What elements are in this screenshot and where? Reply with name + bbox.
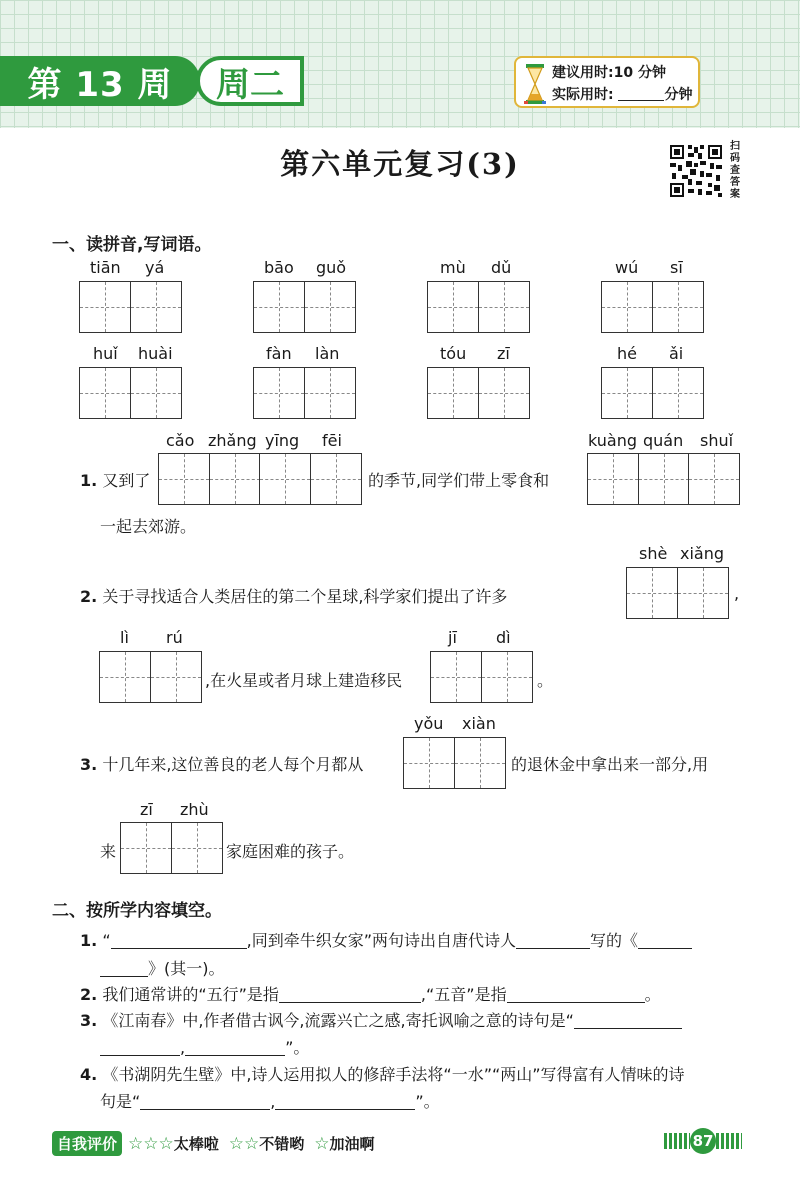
pinyin: làn [315, 344, 340, 363]
question-text: 《书湖阴先生壁》中,诗人运用拟人的修辞手法将“一水”“两山”写得富有人情味的诗 [102, 1065, 685, 1084]
writing-grid[interactable] [99, 651, 202, 703]
star-icon[interactable]: ☆ [228, 1133, 245, 1154]
fill-line-4b [100, 1089, 440, 1112]
grid-cell[interactable] [626, 567, 678, 619]
question-text: 来 [100, 842, 117, 861]
pinyin: hé [617, 344, 637, 363]
actual-time-label: 实际用时: [552, 87, 614, 103]
page-title: 第六单元复习(3) [280, 147, 520, 181]
answer-blank[interactable] [279, 987, 421, 1003]
question-text: ”。 [285, 1038, 310, 1057]
rating-great: 太棒啦 [173, 1135, 219, 1153]
grid-cell[interactable] [478, 367, 530, 419]
grid-cell[interactable] [478, 281, 530, 333]
writing-grid[interactable] [601, 281, 704, 333]
writing-grid[interactable] [430, 651, 533, 703]
answer-blank[interactable] [140, 1094, 270, 1110]
page-number: 87 [690, 1128, 716, 1154]
question-number: 1. [80, 931, 98, 950]
answer-blank[interactable] [111, 933, 247, 949]
grid-cell[interactable] [259, 453, 311, 505]
answer-blank[interactable] [638, 933, 692, 949]
pinyin: dì [496, 628, 511, 647]
question-number: 3. [80, 1011, 98, 1030]
grid-cell[interactable] [403, 737, 455, 789]
question-number: 1. [80, 471, 98, 490]
self-eval-label: 自我评价 [52, 1131, 122, 1156]
question-text: , [270, 1092, 276, 1111]
pinyin: zhǎng [208, 431, 257, 450]
answer-blank[interactable] [516, 933, 590, 949]
star-icon[interactable]: ☆ [314, 1133, 330, 1154]
fill-line-2 [80, 982, 661, 1005]
grid-cell[interactable] [310, 453, 362, 505]
grid-cell[interactable] [601, 281, 653, 333]
pinyin: sī [670, 258, 683, 277]
pinyin: guǒ [316, 258, 347, 277]
grid-cell[interactable] [601, 367, 653, 419]
pinyin: zī [497, 344, 510, 363]
star-icon[interactable]: ☆ [143, 1133, 159, 1154]
pinyin: fēi [322, 431, 342, 450]
fill-line-1 [80, 928, 692, 951]
question-2-line [80, 584, 507, 607]
pinyin: tóu [440, 344, 467, 363]
answer-blank[interactable] [574, 1013, 682, 1029]
question-text: 的季节,同学们带上零食和 [368, 471, 550, 490]
pinyin: xiàn [462, 714, 496, 733]
grid-cell[interactable] [130, 367, 182, 419]
grid-cell[interactable] [638, 453, 690, 505]
question-text: , [180, 1038, 186, 1057]
writing-grid[interactable] [79, 367, 182, 419]
grid-cell[interactable] [150, 651, 202, 703]
question-text: 关于寻找适合人类居住的第二个星球,科学家们提出了许多 [102, 587, 508, 606]
qr-caption-char: 案 [730, 189, 740, 200]
question-text: ”。 [415, 1092, 440, 1111]
week-tab [0, 56, 200, 106]
writing-grid[interactable] [403, 737, 506, 789]
actual-time [552, 84, 698, 106]
fill-line-4 [80, 1062, 685, 1085]
pinyin: lì [120, 628, 129, 647]
page-number-badge [664, 1128, 742, 1154]
grid-cell[interactable] [688, 453, 740, 505]
pinyin: kuàng [588, 431, 638, 450]
pinyin: jī [448, 628, 457, 647]
question-text: ,同到牵牛织女家”两句诗出自唐代诗人 [246, 931, 516, 950]
page-deco-left [664, 1133, 690, 1149]
pinyin: zhù [180, 800, 209, 819]
star-icon[interactable]: ☆ [244, 1133, 260, 1154]
section1-heading: 一、读拼音,写词语。 [52, 235, 212, 255]
grid-cell[interactable] [120, 822, 172, 874]
qr-caption-char: 码 [730, 153, 740, 164]
qr-caption-char: 查 [730, 165, 740, 176]
grid-cell[interactable] [79, 367, 131, 419]
fill-line-3 [80, 1008, 682, 1031]
question-text: 十几年来,这位善良的老人每个月都从 [102, 755, 364, 774]
grid-cell[interactable] [454, 737, 506, 789]
pinyin: huài [138, 344, 173, 363]
actual-time-blank[interactable] [618, 87, 664, 101]
writing-grid[interactable] [601, 367, 704, 419]
fill-line-1b [100, 956, 225, 979]
pinyin: yīng [265, 431, 300, 450]
suggest-time-value: 10 分钟 [613, 65, 666, 81]
grid-cell[interactable] [587, 453, 639, 505]
pinyin: fàn [266, 344, 292, 363]
pinyin: wú [615, 258, 639, 277]
writing-grid[interactable] [587, 453, 740, 505]
answer-blank[interactable] [100, 1040, 180, 1056]
question-number: 2. [80, 985, 98, 1004]
pinyin: ǎi [669, 344, 684, 363]
pinyin: rú [166, 628, 183, 647]
rating-good: 不错哟 [259, 1135, 305, 1153]
writing-grid[interactable] [158, 453, 362, 505]
question-text: 。 [644, 985, 661, 1004]
pinyin: shè [639, 544, 668, 563]
qr-code-icon[interactable] [668, 143, 724, 199]
star-icon[interactable]: ☆ [128, 1133, 144, 1154]
pinyin: shuǐ [700, 431, 734, 450]
grid-cell[interactable] [304, 281, 356, 333]
pinyin: dǔ [491, 258, 512, 277]
actual-time-unit: 分钟 [664, 87, 693, 103]
grid-cell[interactable] [427, 281, 479, 333]
question-number: 4. [80, 1065, 98, 1084]
qr-caption-char: 扫 [730, 141, 740, 152]
pinyin: zī [140, 800, 153, 819]
grid-cell[interactable] [304, 367, 356, 419]
pinyin: bāo [264, 258, 294, 277]
star-icon[interactable]: ☆ [158, 1133, 174, 1154]
punctuation: 。 [537, 671, 554, 690]
qr-caption [728, 141, 742, 201]
grid-cell[interactable] [130, 281, 182, 333]
grid-cell[interactable] [677, 567, 729, 619]
pinyin: cǎo [166, 431, 195, 450]
week-label: 第 13 周 [27, 64, 173, 105]
pinyin: yá [145, 258, 165, 277]
page-deco-right [716, 1133, 742, 1149]
answer-blank[interactable] [507, 987, 645, 1003]
question-1-line [80, 468, 150, 491]
question-text: 又到了 [102, 471, 151, 490]
question-text: ,“五音”是指 [420, 985, 507, 1004]
grid-cell[interactable] [158, 453, 210, 505]
question-3-line [80, 752, 363, 775]
writing-grid[interactable] [427, 367, 530, 419]
question-text: “ [102, 931, 111, 950]
question-text: ,在火星或者月球上建造移民 [205, 671, 403, 690]
grid-cell[interactable] [253, 281, 305, 333]
suggest-time [552, 62, 698, 84]
question-text: 家庭困难的孩子。 [226, 842, 355, 861]
question-text: 》(其一)。 [148, 959, 225, 978]
answer-blank[interactable] [275, 1094, 415, 1110]
pinyin: quán [643, 431, 684, 450]
question-text: 一起去郊游。 [100, 517, 197, 536]
writing-grid[interactable] [626, 567, 729, 619]
suggest-time-label: 建议用时: [552, 65, 614, 81]
pinyin: xiǎng [680, 544, 725, 563]
writing-grid[interactable] [253, 367, 356, 419]
hourglass-icon [524, 64, 546, 104]
punctuation: , [734, 584, 740, 603]
question-text: 句是“ [100, 1092, 141, 1111]
grid-cell[interactable] [652, 281, 704, 333]
question-text: 的退休金中拿出来一部分,用 [511, 755, 709, 774]
fill-line-3b [100, 1035, 309, 1058]
time-box [514, 56, 700, 108]
writing-grid[interactable] [120, 822, 223, 874]
pinyin: tiān [90, 258, 121, 277]
grid-cell[interactable] [430, 651, 482, 703]
question-text: 《江南春》中,作者借古讽今,流露兴亡之感,寄托讽喻之意的诗句是“ [102, 1011, 574, 1030]
qr-caption-char: 答 [730, 177, 740, 188]
writing-grid[interactable] [253, 281, 356, 333]
pinyin: yǒu [414, 714, 444, 733]
self-evaluation [52, 1131, 375, 1156]
grid-cell[interactable] [99, 651, 151, 703]
grid-cell[interactable] [171, 822, 223, 874]
writing-grid[interactable] [427, 281, 530, 333]
grid-cell[interactable] [652, 367, 704, 419]
question-number: 2. [80, 587, 98, 606]
answer-blank[interactable] [185, 1040, 285, 1056]
question-text: 我们通常讲的“五行”是指 [102, 985, 279, 1004]
grid-cell[interactable] [79, 281, 131, 333]
day-tab [196, 56, 304, 106]
grid-cell[interactable] [481, 651, 533, 703]
section2-heading: 二、按所学内容填空。 [52, 901, 222, 921]
grid-cell[interactable] [209, 453, 261, 505]
rating-try: 加油啊 [329, 1135, 375, 1153]
answer-blank[interactable] [100, 961, 148, 977]
grid-cell[interactable] [427, 367, 479, 419]
day-label: 周二 [216, 64, 284, 105]
question-text: 写的《 [590, 931, 639, 950]
writing-grid[interactable] [79, 281, 182, 333]
grid-cell[interactable] [253, 367, 305, 419]
pinyin: huǐ [93, 344, 118, 363]
question-number: 3. [80, 755, 98, 774]
pinyin: mù [440, 258, 466, 277]
